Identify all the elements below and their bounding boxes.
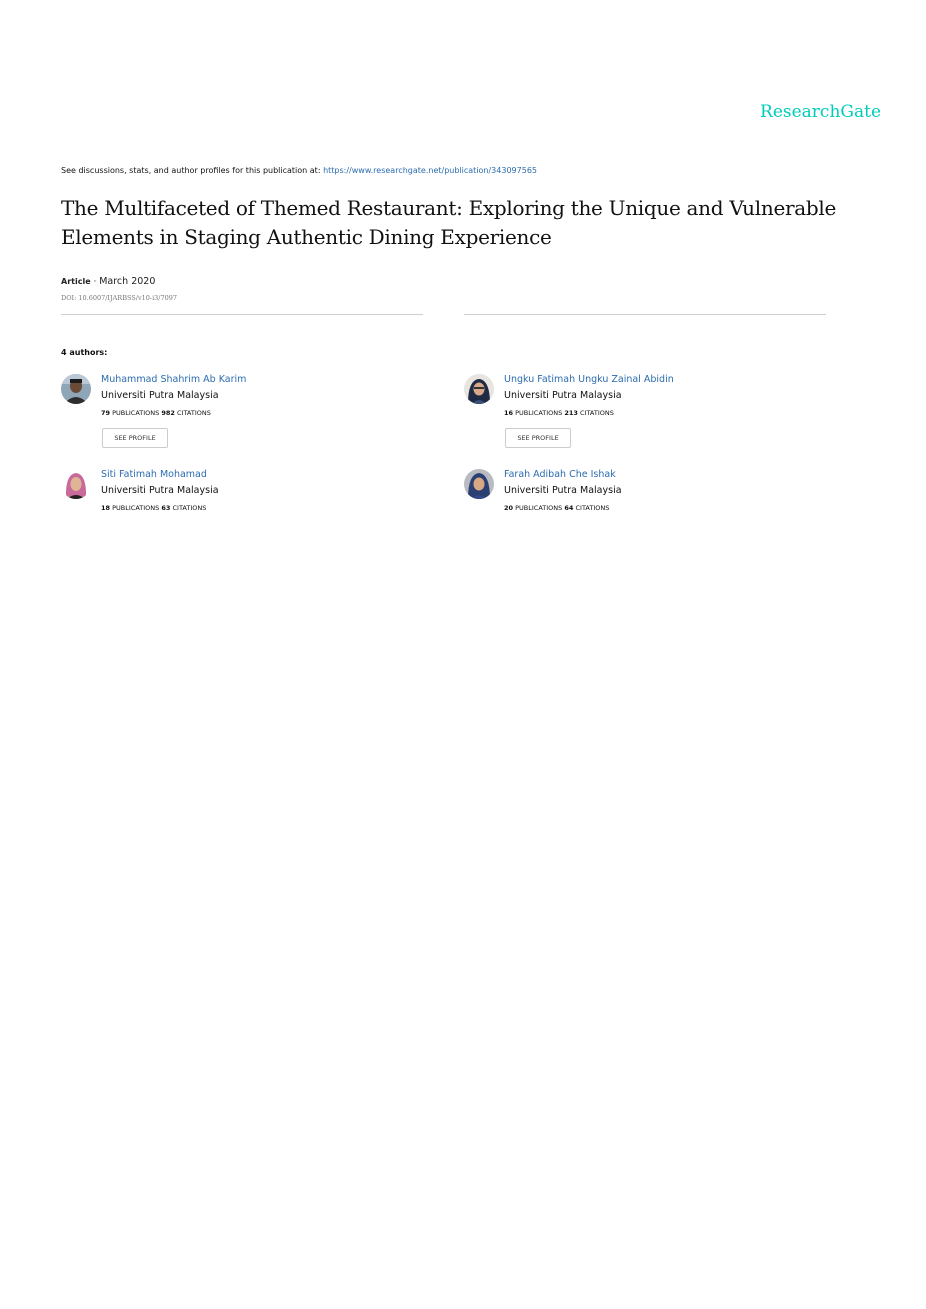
- author-avatar[interactable]: [464, 469, 494, 499]
- author-institution: Universiti Putra Malaysia: [101, 485, 219, 496]
- article-title: The Multifaceted of Themed Restaurant: Exploring the Unique and Vulnerable Elements in Staging Authentic Dining Experience: [61, 196, 836, 249]
- author-avatar[interactable]: [61, 374, 91, 404]
- citations-label: CITATIONS: [575, 504, 610, 512]
- discussion-notice-text: See discussions, stats, and author profiles for this publication at:: [61, 166, 324, 175]
- divider-left: [61, 314, 423, 315]
- discussion-notice: [61, 166, 537, 175]
- citations-label: CITATIONS: [580, 409, 614, 417]
- publications-count: 18: [101, 504, 111, 512]
- publications-label: PUBLICATIONS: [515, 504, 563, 512]
- author-stats: [101, 504, 206, 512]
- author-stats: [504, 504, 609, 512]
- author-name-link[interactable]: Muhammad Shahrim Ab Karim: [101, 374, 247, 385]
- meta-separator: ·: [90, 277, 100, 287]
- publications-label: PUBLICATIONS: [112, 409, 160, 417]
- author-stats: [504, 409, 614, 417]
- see-profile-button[interactable]: SEE PROFILE: [505, 428, 571, 448]
- publications-count: 16: [504, 409, 514, 417]
- author-institution: Universiti Putra Malaysia: [504, 390, 622, 401]
- publications-label: PUBLICATIONS: [112, 504, 160, 512]
- article-type: Article: [61, 277, 91, 286]
- article-date: March 2020: [99, 276, 156, 287]
- article-meta: [61, 276, 155, 287]
- publications-count: 20: [504, 504, 514, 512]
- publication-link[interactable]: https://www.researchgate.net/publication/343097565: [323, 166, 537, 175]
- citations-count: 982: [161, 409, 175, 417]
- author-name-link[interactable]: Farah Adibah Che Ishak: [504, 469, 616, 480]
- author-name-link[interactable]: Ungku Fatimah Ungku Zainal Abidin: [504, 374, 674, 385]
- authors-heading: 4 authors:: [61, 348, 108, 357]
- citations-label: CITATIONS: [177, 409, 211, 417]
- publications-count: 79: [101, 409, 111, 417]
- author-stats: [101, 409, 211, 417]
- see-profile-button[interactable]: SEE PROFILE: [102, 428, 168, 448]
- author-avatar[interactable]: [61, 469, 91, 499]
- citations-count: 64: [564, 504, 574, 512]
- author-institution: Universiti Putra Malaysia: [101, 390, 219, 401]
- author-name-link[interactable]: Siti Fatimah Mohamad: [101, 469, 207, 480]
- publications-label: PUBLICATIONS: [515, 409, 563, 417]
- citations-count: 213: [564, 409, 578, 417]
- author-institution: Universiti Putra Malaysia: [504, 485, 622, 496]
- researchgate-logo[interactable]: ResearchGate: [760, 102, 881, 122]
- citations-count: 63: [161, 504, 171, 512]
- divider-right: [464, 314, 826, 315]
- article-doi: DOI: 10.6007/IJARBSS/v10-i3/7097: [61, 294, 178, 302]
- citations-label: CITATIONS: [172, 504, 207, 512]
- author-avatar[interactable]: [464, 374, 494, 404]
